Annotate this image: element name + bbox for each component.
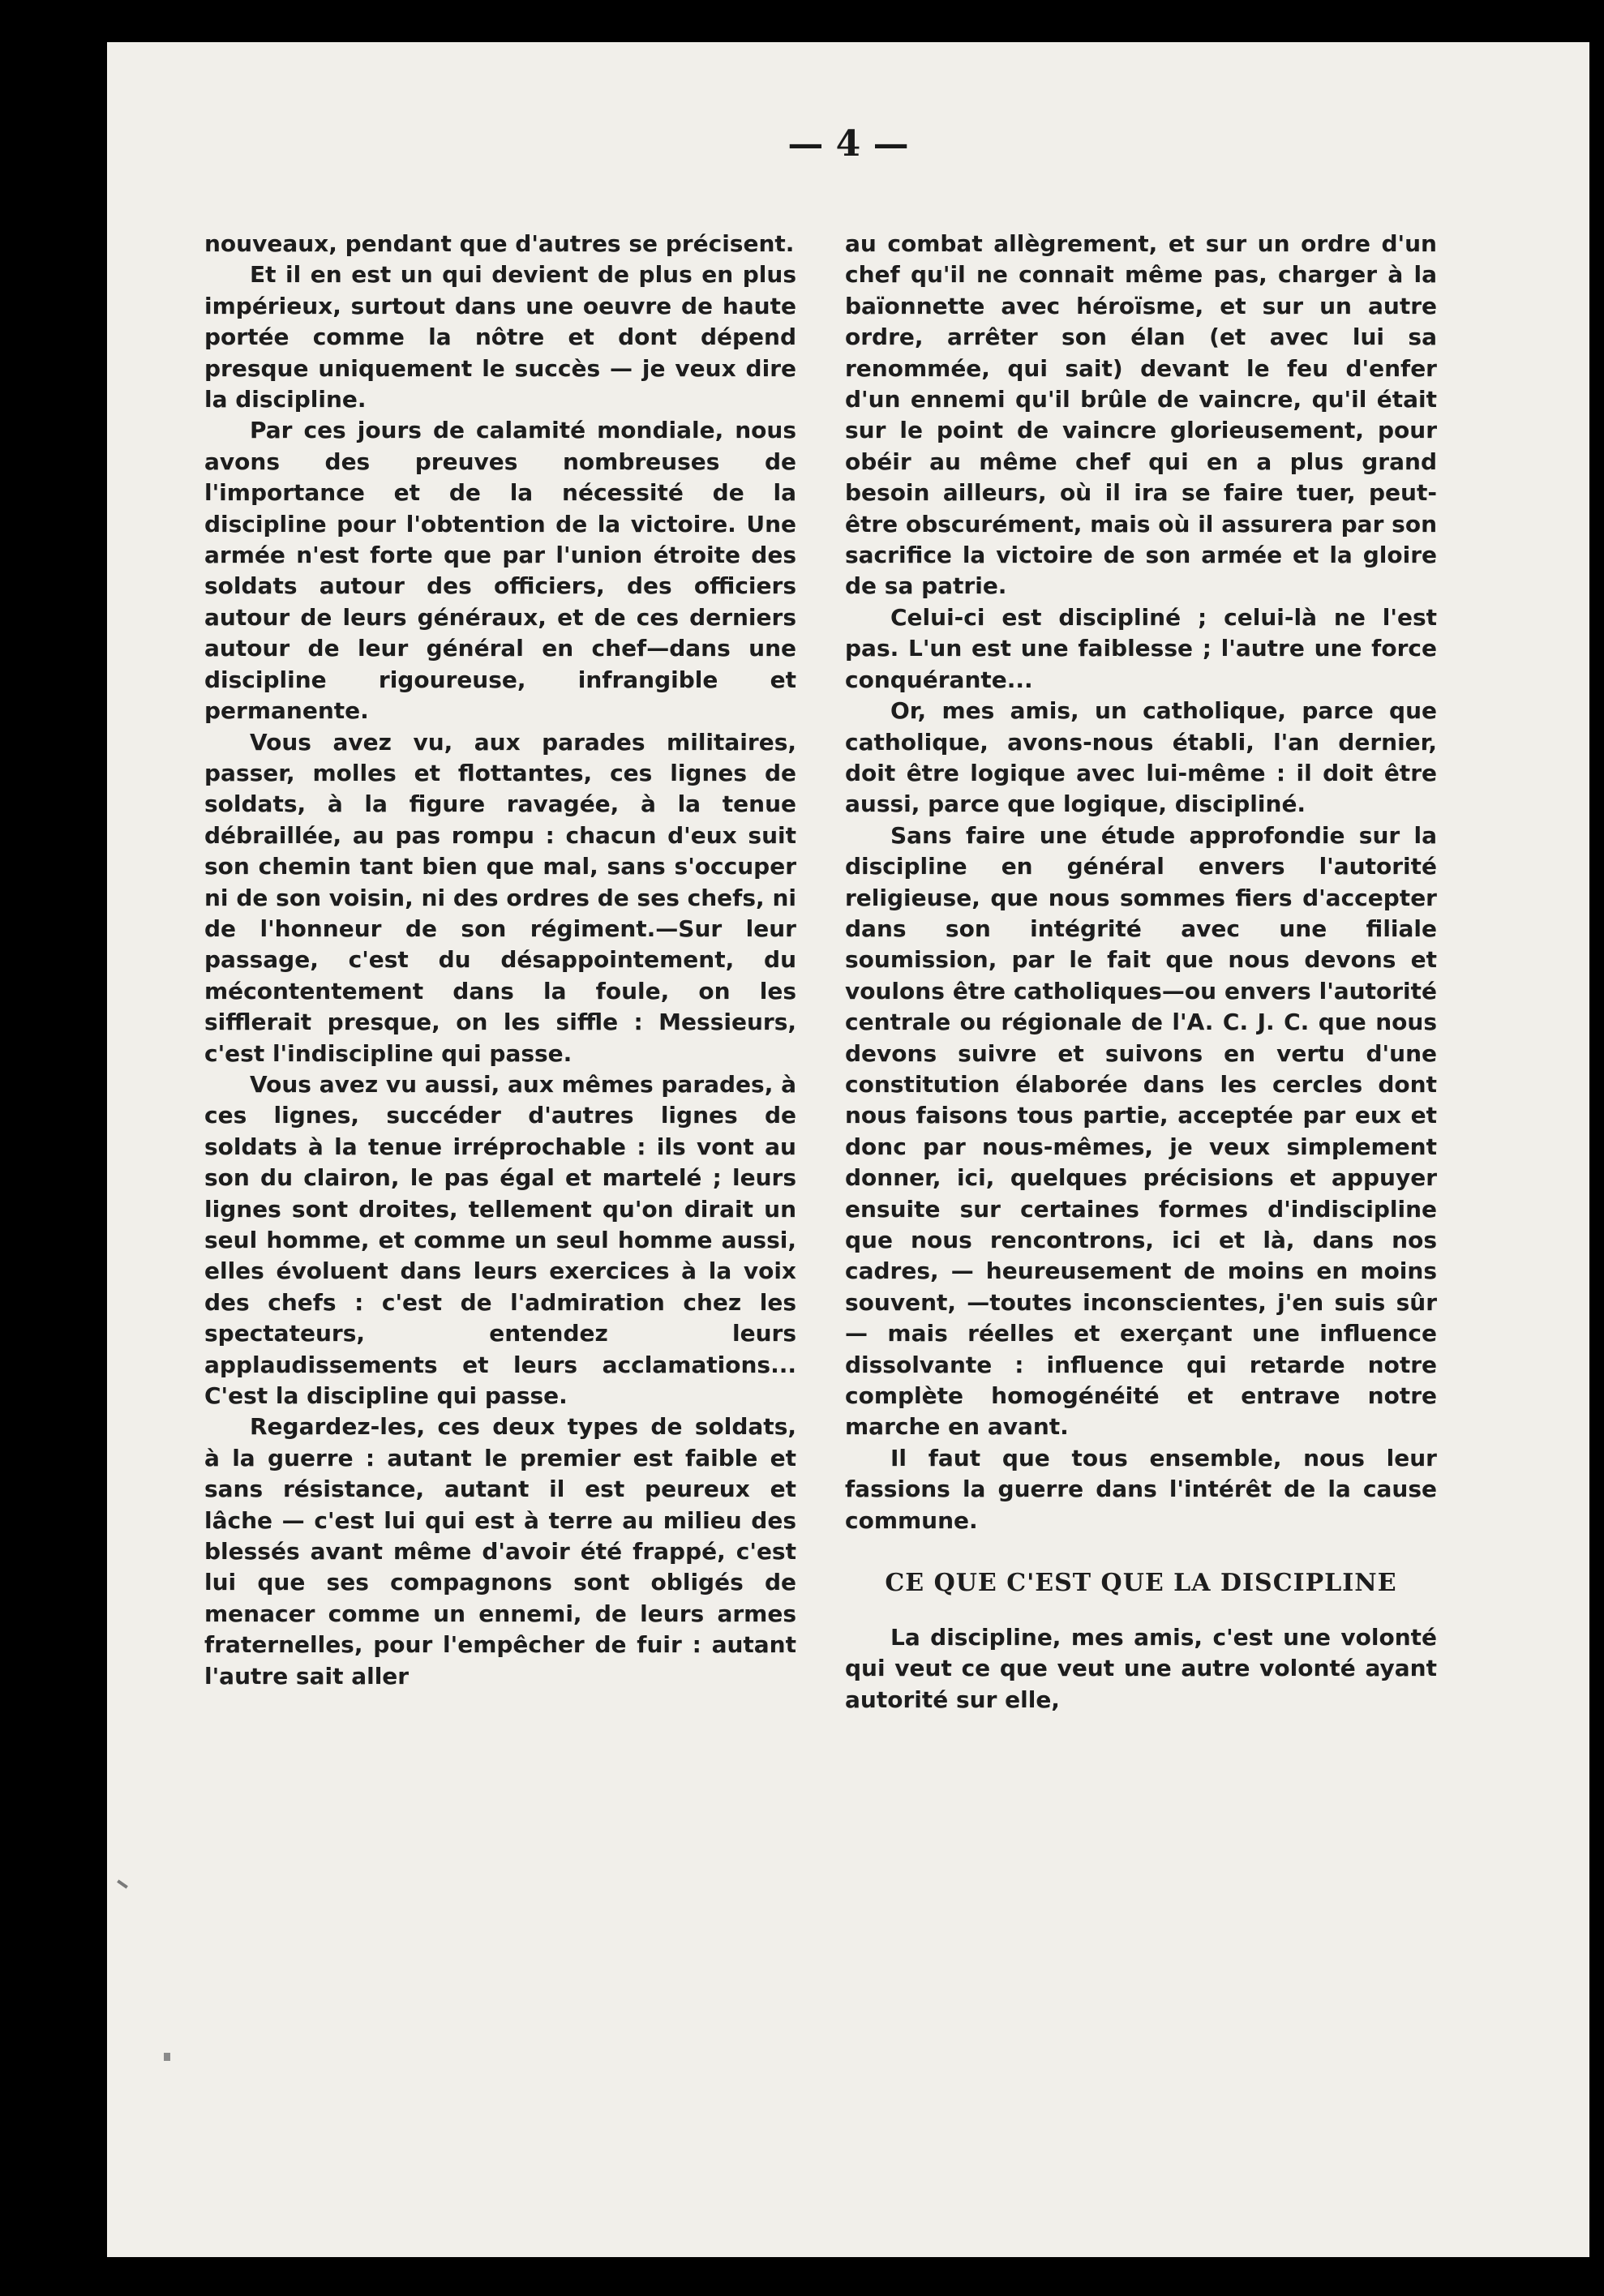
paragraph: Vous avez vu, aux parades militaires, passer, molles et flottantes, ces lignes de soldats, à la figure ravagée, à la tenue débraillée, au pas rompu : chacun d'eux suit son chemin tant bien que mal, sans s'occuper ni de son voisin, ni des ordres de ses chefs, ni de l'honneur de son régiment.—Sur leur passage, c'est du désappointement, du mécontentement dans la foule, on les sifflerait presque, on les siffle : Messieurs, c'est l'indiscipline qui passe. [204, 728, 796, 1067]
paragraph: Sans faire une étude approfondie sur la discipline en général envers l'autorité religieuse, que nous sommes fiers d'accepter dans son intégrité avec une filiale soumission, par le fait que nous devons et voulons être catholiques—ou envers l'autorité centrale ou régionale de l'A. C. J. C. que nous devons suivre et suivons en vertu d'une constitution élaborée dans les cercles dont nous faisons tous partie, acceptée par eux et donc par nous-mêmes, je veux simplement donner, ici, quelques précisions et appuyer ensuite sur certaines formes d'indiscipline que nous rencontrons, ici et là, dans nos cadres, — heureusement de moins en moins souvent, —toutes inconscientes, j'en suis sûr — mais réelles et exerçant une influence dissolvante : influence qui retarde notre complète homogénéité et entrave notre marche en avant. [845, 821, 1437, 1441]
page-number: — 4 — [787, 123, 909, 165]
scan-speck [117, 1879, 128, 1888]
paragraph: Par ces jours de calamité mondiale, nous avons des preuves nombreuses de l'importance et de la nécessité de la discipline pour l'obtention de la victoire. Une armée n'est forte que par l'union étroite des soldats autour des officiers, des officiers autour de leurs généraux, et de ces derniers autour de leur général en chef—dans une discipline rigoureuse, infrangible et permanente. [204, 417, 796, 725]
right-column [845, 229, 1437, 1716]
scan-speck [164, 2053, 170, 2061]
paragraph: Et il en est un qui devient de plus en plus impérieux, surtout dans une oeuvre de haute portée comme la nôtre et dont dépend presque uniquement le succès — je veux dire la discipline. [204, 261, 796, 413]
paragraph: La discipline, mes amis, c'est une volonté qui veut ce que veut une autre volonté ayant autorité sur elle, [845, 1624, 1437, 1713]
document-page [107, 42, 1589, 2257]
paragraph: Regardez-les, ces deux types de soldats, à la guerre : autant le premier est faible et sans résistance, autant il est peureux et lâche — c'est lui qui est à terre au milieu des blessés avant même d'avoir été frappé, c'est lui que ses compagnons sont obligés de menacer comme un ennemi, de leurs armes fraternelles, pour l'empêcher de fuir : autant l'autre sait aller [204, 1413, 796, 1690]
paragraph: au combat allègrement, et sur un ordre d'un chef qu'il ne connait même pas, charger à la baïonnette avec héroïsme, et sur un autre ordre, arrêter son élan (et avec lui sa renommée, qui sait) devant le feu d'enfer d'un ennemi qu'il brûle de vaincre, qu'il était sur le point de vaincre glorieusement, pour obéir au même chef qui en a plus grand besoin ailleurs, où il ira se faire tuer, peut-être obscurément, mais où il assurera par son sacrifice la victoire de son armée et la gloire de sa patrie. [845, 230, 1437, 600]
paragraph: Or, mes amis, un catholique, parce que catholique, avons-nous établi, l'an dernier, doit être logique avec lui-même : il doit être aussi, parce que logique, discipliné. [845, 697, 1437, 818]
scan-border-right [1589, 0, 1604, 2296]
paragraph: nouveaux, pendant que d'autres se précisent. [204, 230, 795, 257]
paragraph: Il faut que tous ensemble, nous leur fassions la guerre dans l'intérêt de la cause commune. [845, 1444, 1437, 1534]
paragraph: Vous avez vu aussi, aux mêmes parades, à ces lignes, succéder d'autres lignes de soldats à la tenue irréprochable : ils vont au son du clairon, le pas égal et martelé ; leurs lignes sont droites, tellement qu'on dirait un seul homme, et comme un seul homme aussi, elles évoluent dans leurs exercices à la voix des chefs : c'est de l'admiration chez les spectateurs, entendez leurs applaudissements et leurs acclamations... C'est la discipline qui passe. [204, 1070, 796, 1410]
left-column [204, 229, 796, 1692]
section-heading: CE QUE C'EST QUE LA DISCIPLINE [885, 1569, 1397, 1598]
paragraph: Celui-ci est discipliné ; celui-là ne l'est pas. L'un est une faiblesse ; l'autre une force conquérante... [845, 603, 1437, 693]
